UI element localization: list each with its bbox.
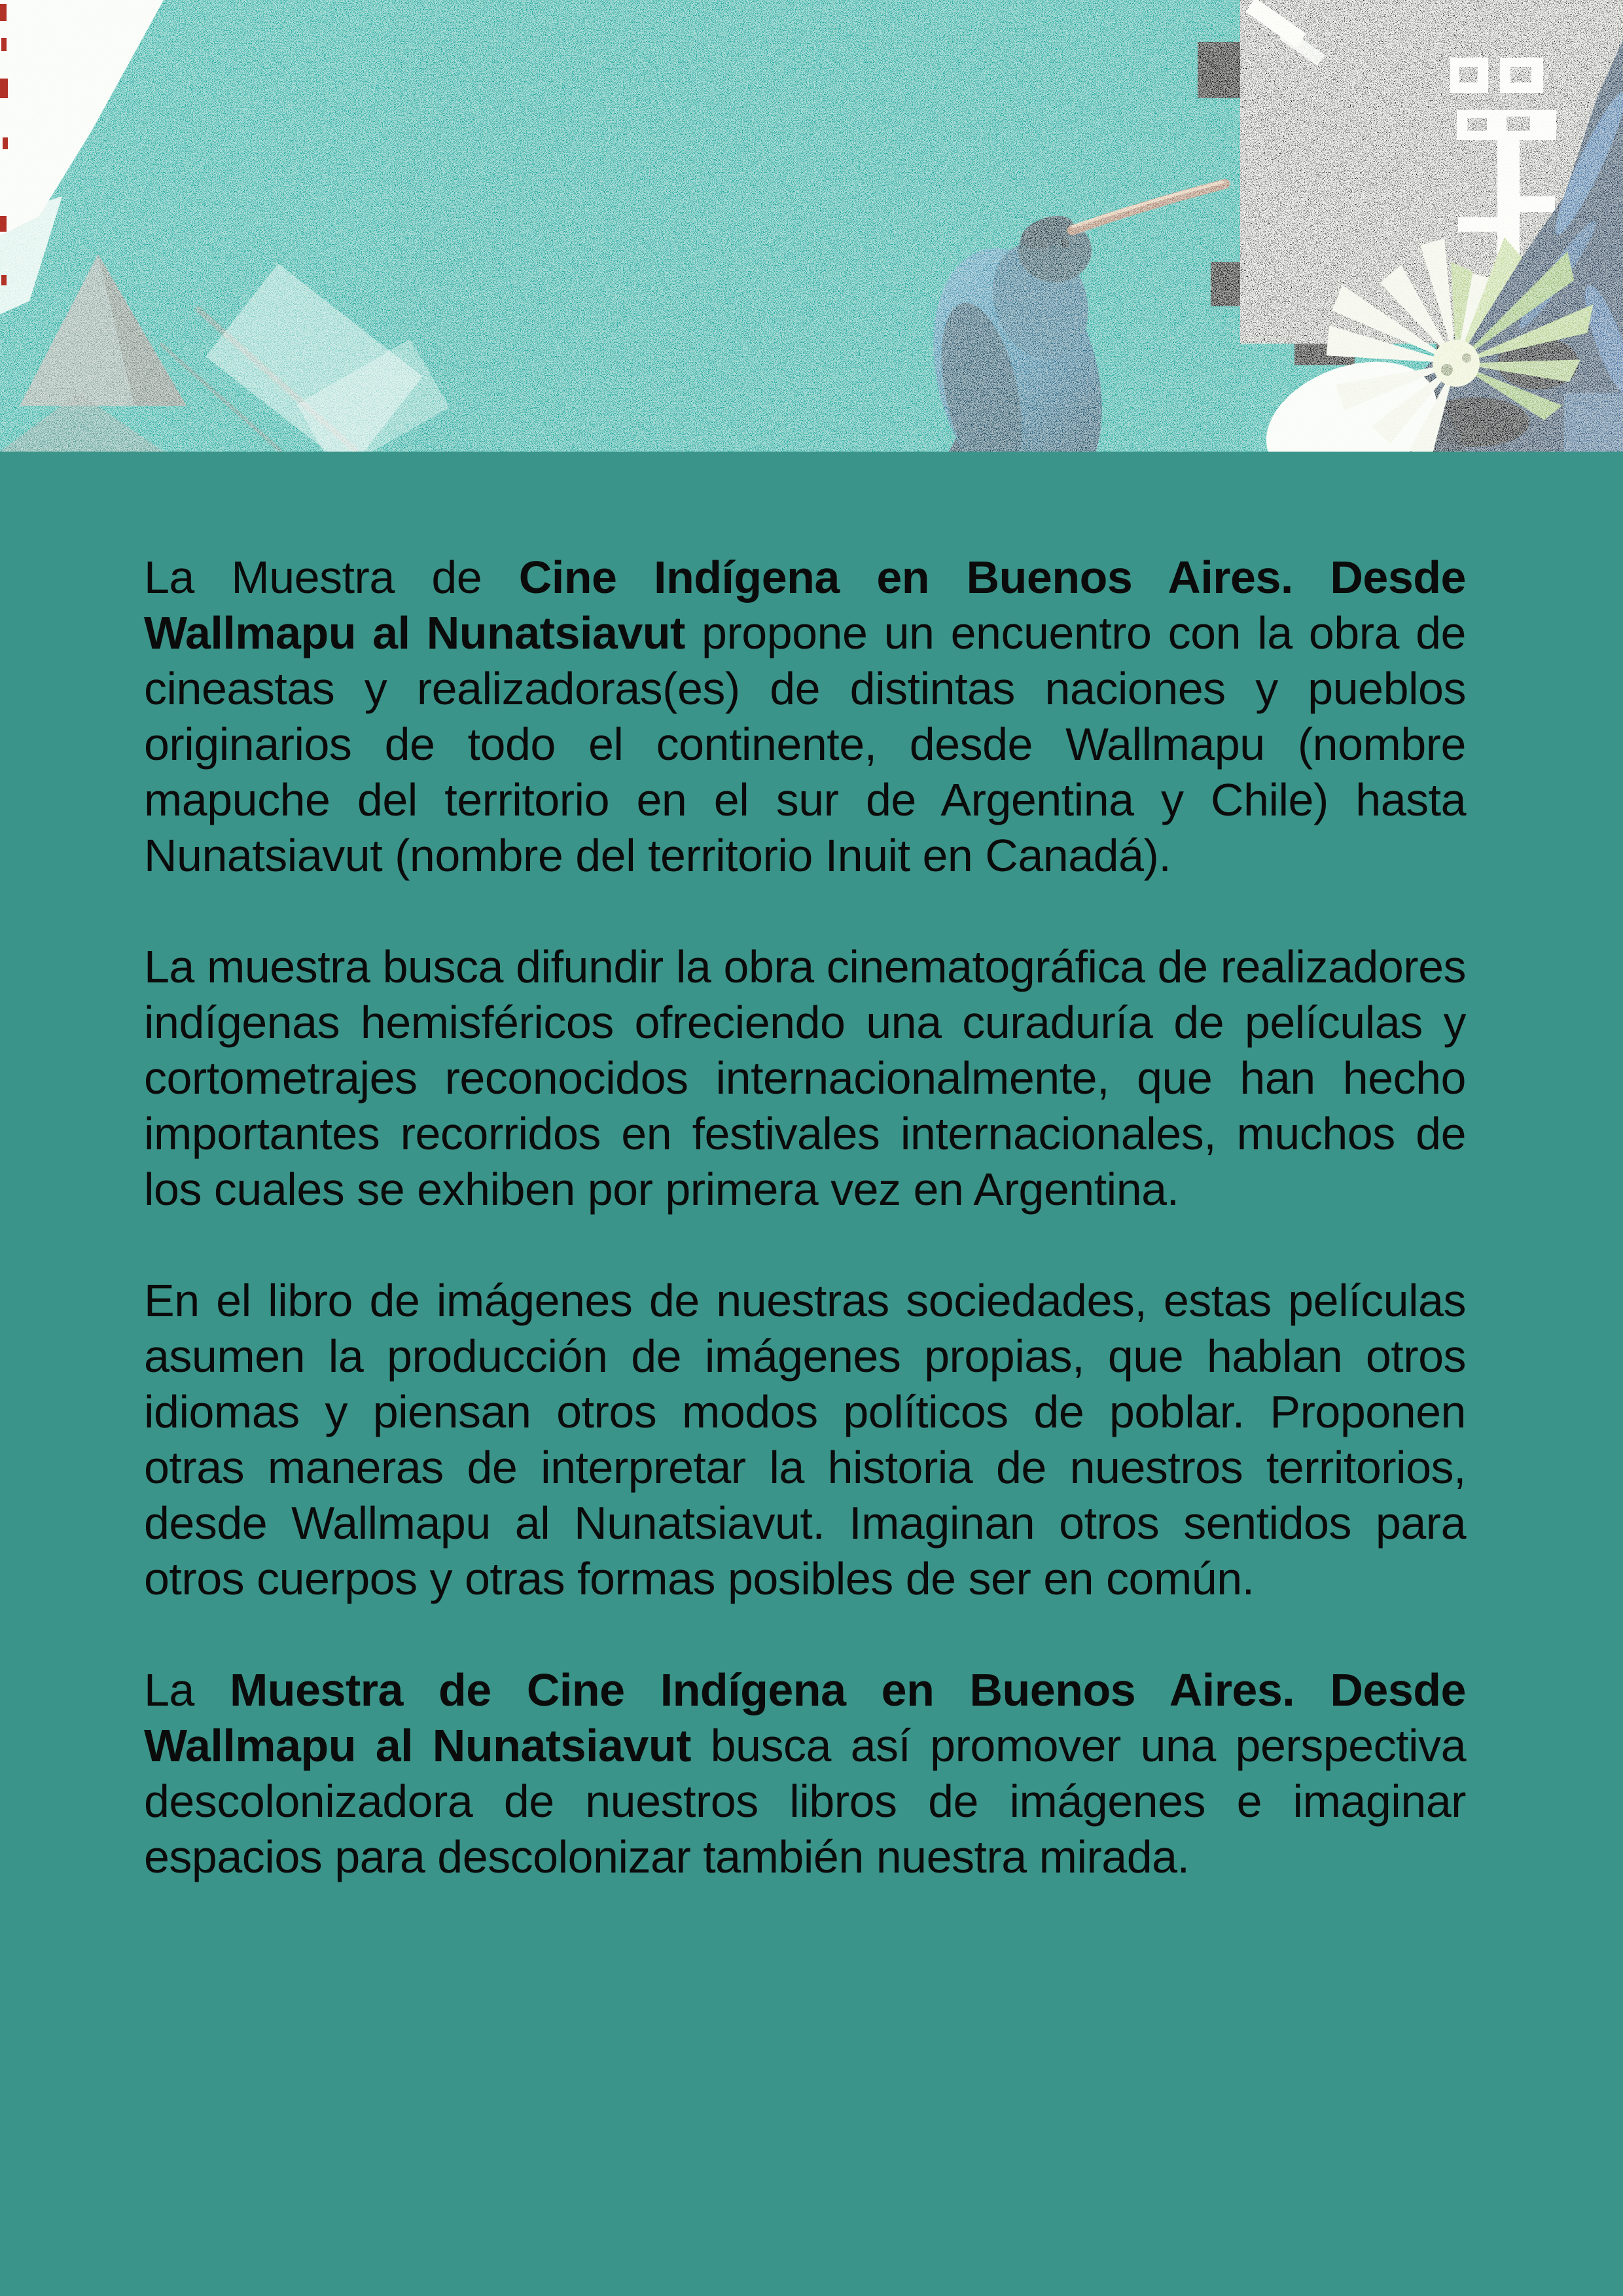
paragraph-4 [144,1662,1466,1885]
paragraph-1-pre: La Muestra de [144,552,519,603]
noise-speckles [0,0,1623,452]
paragraph-4-pre: La [144,1664,230,1715]
paragraph-2-post: La muestra busca difundir la obra cinematográfica de realizadores indígenas hemisféricos ofreciendo una curaduría de películas y cortometrajes reconocidos internacionalmente, que han hecho importantes recorridos en festivales internacionales, muchos de los cuales se exhiben por primera vez en Argentina. [144,941,1466,1215]
paragraph-4-bold: Muestra de Cine Indígena en Buenos Aires. Desde Wallmapu al Nunatsiavut [144,1664,1466,1771]
paragraph-2 [144,939,1466,1217]
paragraph-3 [144,1273,1466,1607]
paragraph-1-bold: Cine Indígena en Buenos Aires. Desde Wallmapu al Nunatsiavut [144,552,1466,658]
noise-speckles-dark [406,0,1309,452]
paragraph-1-post: propone un encuentro con la obra de cineastas y realizadoras(es) de distintas naciones y pueblos originarios de todo el continente, desde Wallmapu (nombre mapuche del territorio en el sur de Argentina y Chile) hasta Nunatsiavut (nombre del territorio Inuit en Canadá). [144,607,1466,881]
paragraph-4-post: busca así promover una perspectiva descolonizadora de nuestros libros de imágenes e imaginar espacios para descolonizar también nuestra mirada. [144,1720,1467,1882]
paragraph-3-post: En el libro de imágenes de nuestras sociedades, estas películas asumen la producción de imágenes propias, que hablan otros idiomas y piensan otros modos políticos de poblar. Proponen otras maneras de interpretar la historia de nuestros territorios, desde Wallmapu al Nunatsiavut. Imaginan otros sentidos para otros cuerpos y otras formas posibles de ser en común. [144,1275,1466,1604]
paragraph-1 [144,550,1466,884]
header-artwork [0,0,1623,452]
body-text [144,550,1466,1885]
